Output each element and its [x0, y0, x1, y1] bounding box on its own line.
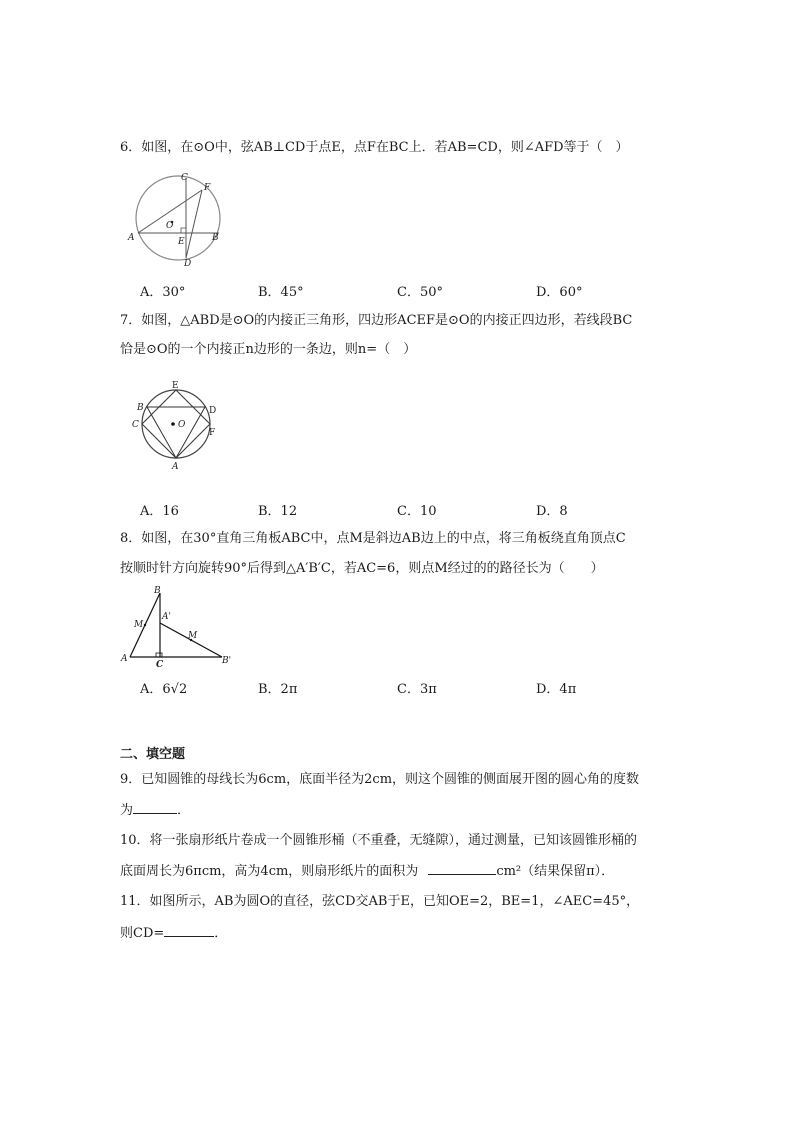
q11-line2-suffix: ． — [214, 926, 228, 941]
q6-label-a: A — [128, 233, 135, 243]
q9-line2-suffix: ． — [177, 803, 191, 818]
q10-line2-prefix: 底面周长为6πcm，高为4cm，则扇形纸片的面积为 — [120, 864, 419, 879]
q7-label-a: A — [172, 462, 179, 472]
q6-label-f: F — [204, 183, 211, 193]
q7-label-d: D — [209, 406, 217, 416]
q6-option-a[interactable]: A．30° — [140, 285, 186, 300]
q7-line2: 恰是⊙O的一个内接正n边形的一条边，则n=（ ） — [120, 342, 417, 357]
q9-line1: 9．已知圆锥的母线长为6cm，底面半径为2cm，则这个圆锥的侧面展开图的圆心角的度数 — [120, 772, 640, 787]
q11-line1: 11．如图所示，AB为圆O的直径，弦CD交AB于E，已知OE=2，BE=1，∠AEC=45°， — [120, 894, 640, 909]
q9-answer-blank[interactable] — [133, 801, 177, 814]
q9-line2-prefix: 为 — [120, 803, 134, 818]
q6-label-d: D — [184, 259, 192, 268]
q8-label-b2: B' — [222, 656, 232, 666]
q8-label-a: A — [121, 654, 128, 664]
q6-label-e: E — [178, 237, 185, 247]
q8-option-a[interactable]: A．6√2 — [140, 682, 188, 697]
q6-label-b: B — [212, 233, 219, 243]
q8-label-m2: M — [188, 631, 198, 641]
q7-label-c: C — [132, 420, 139, 430]
q8-label-b: B — [154, 586, 161, 596]
q6-option-d[interactable]: D．60° — [536, 285, 583, 300]
q7-figure — [130, 380, 225, 472]
q7-option-a[interactable]: A．16 — [140, 504, 179, 519]
q8-line2: 按顺时针方向旋转90°后得到△A′B′C，若AC=6，则点M经过的的路径长为（ ） — [120, 561, 604, 576]
q7-label-e: E — [172, 381, 179, 391]
q10-line2 — [120, 862, 690, 881]
q8-option-b[interactable]: B．2π — [258, 682, 298, 697]
q8-line1: 8．如图，在30°直角三角板ABC中，点M是斜边AB边上的中点，将三角板绕直角顶点C — [120, 531, 626, 546]
q7-line1: 7．如图，△ABD是⊙O的内接正三角形，四边形ACEF是⊙O的内接正四边形，若线段BC — [120, 313, 633, 328]
q10-answer-blank[interactable] — [428, 862, 496, 875]
q7-label-f: F — [209, 428, 216, 438]
q7-option-b[interactable]: B．12 — [258, 504, 298, 519]
q7-option-d[interactable]: D．8 — [536, 504, 568, 519]
q11-line2-prefix: 则CD= — [120, 926, 165, 941]
q10-line2-suffix: cm²（结果保留π）． — [496, 864, 615, 879]
section-title: 二、填空题 — [120, 747, 186, 762]
q11-answer-blank[interactable] — [164, 924, 214, 937]
q10-line1: 10．将一张扇形纸片卷成一个圆锥形桶（不重叠，无缝隙），通过测量，已知该圆锥形桶的 — [120, 833, 638, 848]
q7-option-c[interactable]: C．10 — [397, 504, 437, 519]
q8-label-a2: A' — [162, 612, 171, 622]
q8-label-m1: M — [134, 620, 144, 630]
q7-label-b: B — [137, 403, 144, 413]
q6-option-b[interactable]: B．45° — [258, 285, 304, 300]
q8-option-c[interactable]: C．3π — [397, 682, 437, 697]
q8-option-d[interactable]: D．4π — [536, 682, 577, 697]
q7-label-o: O — [178, 420, 186, 430]
q8-label-c: C — [156, 660, 164, 669]
q11-line2 — [120, 924, 690, 943]
q8-figure — [118, 585, 238, 669]
q6-text: 6．如图，在⊙O中，弦AB⊥CD于点E，点F在BC上．若AB=CD，则∠AFD等于（ ） — [120, 140, 629, 155]
q6-label-c: C — [181, 173, 188, 183]
q6-label-o: O — [166, 221, 174, 231]
q6-option-c[interactable]: C．50° — [397, 285, 443, 300]
q9-line2 — [120, 801, 690, 820]
q6-figure — [126, 170, 226, 268]
